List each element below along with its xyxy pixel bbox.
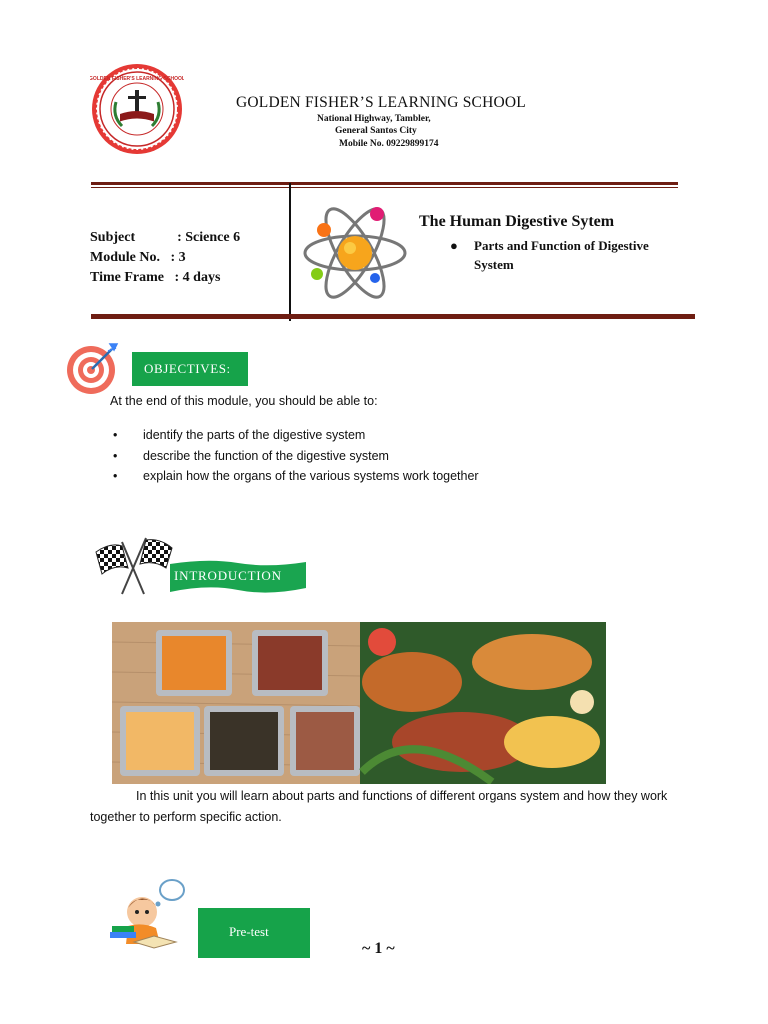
- objective-text: identify the parts of the digestive system: [143, 428, 366, 442]
- bullet-dot: •: [113, 448, 118, 463]
- bullet-dot: •: [113, 428, 118, 442]
- objective-item: [113, 469, 479, 490]
- objective-text: explain how the organs of the various systems work together: [143, 469, 479, 483]
- page-number: ~ 1 ~: [362, 940, 395, 957]
- module-number-line: Module No. : 3: [90, 250, 186, 265]
- atom-icon: [300, 198, 410, 308]
- subject-line: Subject : Science 6: [90, 230, 241, 245]
- topic-bullet: [450, 236, 690, 274]
- introduction-banner: [168, 558, 308, 598]
- pretest-label: Pre-test: [229, 924, 269, 939]
- student-thinking-icon: [106, 876, 192, 954]
- bullet-dot: •: [113, 469, 118, 483]
- school-seal-logo: [90, 62, 184, 156]
- objective-item: [113, 428, 479, 449]
- objectives-badge: [132, 352, 248, 386]
- seal-text: GOLDEN FISHER'S LEARNING SCHOOL: [90, 76, 184, 82]
- objectives-list: [113, 428, 479, 490]
- bullet-dot: ●: [450, 238, 458, 253]
- introduction-paragraph: In this unit you will learn about parts and functions of different organs system and how they work together to perform specific action.: [90, 789, 668, 824]
- topic-title: The Human Digestive Sytem: [419, 213, 615, 230]
- objectives-label: OBJECTIVES:: [144, 361, 231, 376]
- address-line-1: National Highway, Tambler,: [317, 114, 431, 124]
- vertical-divider: [289, 183, 291, 321]
- address-line-2: General Santos City: [335, 126, 417, 136]
- introduction-label: INTRODUCTION: [174, 568, 282, 583]
- bottom-rule: [91, 314, 695, 319]
- time-frame-line: Time Frame : 4 days: [90, 270, 221, 285]
- school-name: GOLDEN FISHER’S LEARNING SCHOOL: [236, 94, 526, 111]
- food-photo: [112, 622, 606, 784]
- mobile-number: Mobile No. 09229899174: [339, 139, 439, 149]
- pretest-badge: [198, 908, 310, 958]
- target-icon: [64, 340, 120, 396]
- top-rule: [91, 182, 678, 185]
- objective-text: describe the function of the digestive system: [143, 448, 389, 463]
- objective-item: [113, 449, 479, 470]
- topic-bullet-text: Parts and Function of Digestive System: [474, 238, 649, 272]
- objectives-intro: At the end of this module, you should be able to:: [110, 394, 378, 408]
- checkered-flags-icon: [92, 534, 176, 596]
- top-rule-thin: [91, 187, 678, 188]
